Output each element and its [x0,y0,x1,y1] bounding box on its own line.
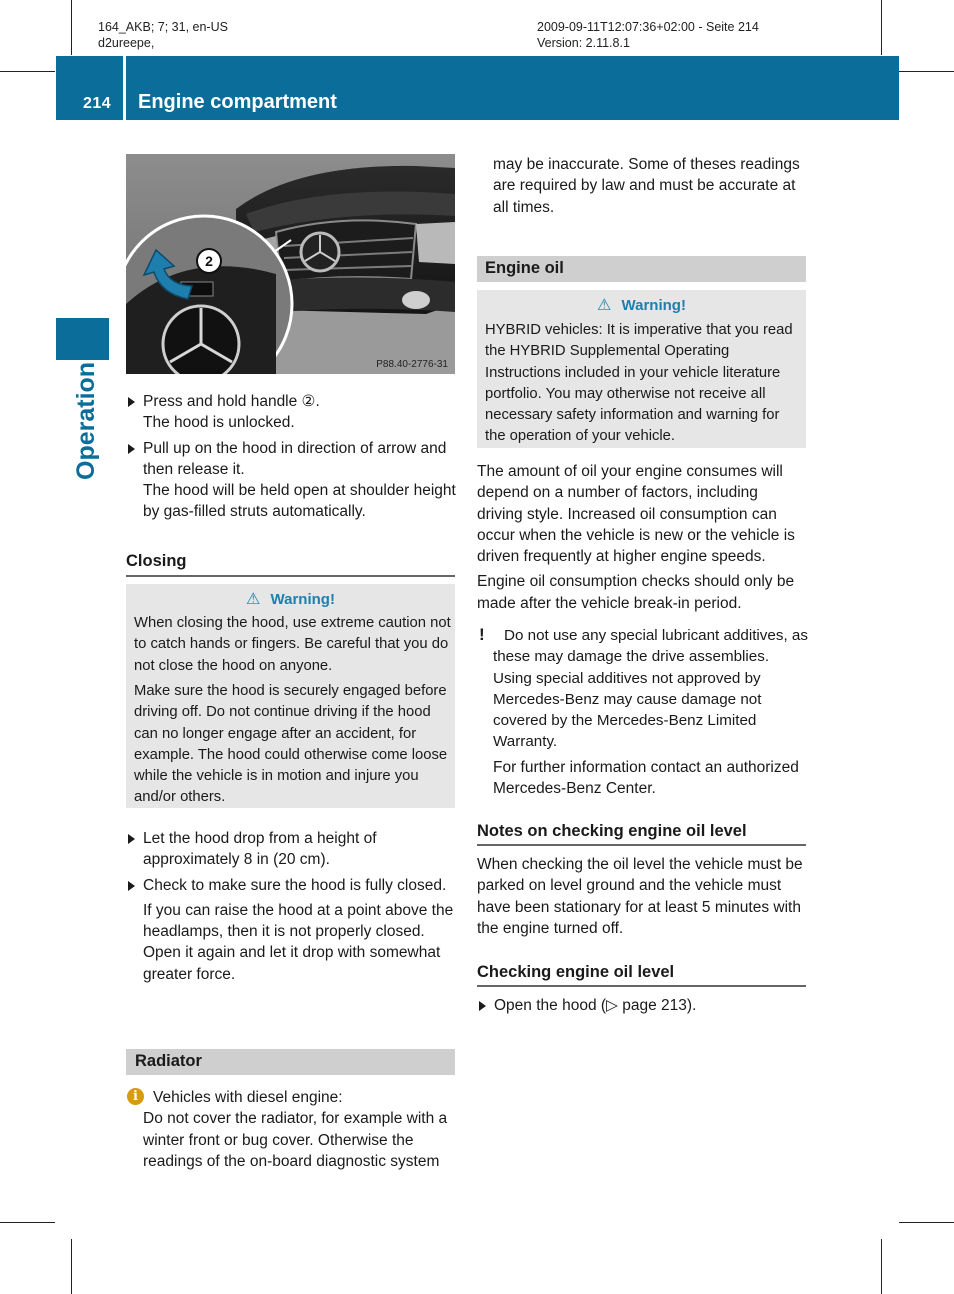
warning-text: When closing the hood, use extreme caution not to catch hands or fingers. Be careful that you do not close the hood on anyone. [134,615,451,674]
step-arrow-icon [128,834,135,844]
radiator-heading [126,1049,455,1075]
step-text: Pull up on the hood in direction of arrow and then release it. [143,439,447,478]
step-note: The hood will be held open at shoulder height by gas-filled struts automatically. [143,482,456,521]
side-tab-label: Operation [72,361,100,480]
step-note: If you can raise the hood at a point above the headlamps, then it is not properly closed. Open it again and let it drop with somewhat greater force. [143,901,454,983]
caution-exclamation-icon: ! [479,625,485,644]
crop-mark [0,71,55,72]
warning-text: HYBRID vehicles: It is imperative that you read the HYBRID Supplemental Operating Instructions included in your vehicle literature portfolio. You may otherwise not receive all necessary safety information and warning for the operation of your vehicle. [485,322,793,445]
crop-mark [71,1239,72,1294]
hybrid-warning-box [477,290,806,448]
notes-text [477,854,807,939]
step-item [126,391,456,434]
left-steps-2 [126,828,456,985]
caution-text: Do not use any special lubricant additives, as these may damage the drive assemblies. Using special additives not approved by Mercedes-Benz may cause damage not covered by the Mercedes-Benz Limited Warranty. [493,627,808,751]
info-title: Vehicles with diesel engine: [153,1089,343,1106]
radiator-heading-text: Radiator [135,1052,202,1070]
checking-steps [477,995,807,1016]
print-meta-left [98,19,228,51]
crop-mark [71,0,72,55]
vehicle-illustration [126,154,455,374]
meta-line: Version: 2.11.8.1 [537,36,630,50]
step-note: The hood is unlocked. [143,414,295,432]
warning-header [477,295,806,317]
left-steps-1 [126,391,456,523]
step-arrow-icon [128,444,135,454]
closing-heading: Closing [126,552,187,570]
checking-heading: Checking engine oil level [477,963,675,981]
warning-triangle-icon: ⚠ [597,297,612,314]
crop-mark [899,1222,954,1223]
side-tab [56,318,109,360]
continued-text: may be inaccurate. Some of theses readings are required by law and must be accurate at all times. [493,156,800,216]
heading-rule [126,575,455,577]
engine-oil-heading [477,256,806,282]
step-text: Check to make sure the hood is fully closed. [143,876,447,894]
crop-mark [899,71,954,72]
radiator-info [143,1087,458,1172]
body-paragraph: The amount of oil your engine consumes will depend on a number of factors, including driving style. Increased oil consumption can occur when the vehicle is new or the vehicle is driven frequently at higher engine speeds. [477,463,795,566]
caution-note [477,625,809,799]
crop-mark [0,1222,55,1223]
step-arrow-icon [479,1001,486,1011]
warning-text: Make sure the hood is securely engaged before driving off. Do not continue driving if the hood can no longer engage after an accident, for example. The hood could otherwise come loose while the vehicle is in motion and injure you and/or others. [134,683,448,806]
step-item [126,828,456,871]
meta-line: 2009-09-11T12:07:36+02:00 - Seite 214 [537,20,759,34]
step-text: Press and hold handle ②. [143,393,320,410]
step-text: Let the hood drop from a height of approximately 8 in (20 cm). [143,830,377,869]
caution-followup: For further information contact an authorized Mercedes-Benz Center. [493,758,799,798]
hood-release-figure [126,154,455,374]
engine-oil-heading-text: Engine oil [485,259,564,277]
info-icon: i [127,1088,144,1105]
meta-line: d2ureepe, [98,36,155,50]
step-item [477,995,807,1016]
crop-mark [881,0,882,55]
notes-heading: Notes on checking engine oil level [477,822,747,840]
body-paragraph: When checking the oil level the vehicle must be parked on level ground and the vehicle must have been stationary for at least 5 minutes with the engine turned off. [477,856,803,937]
figure-code: P88.40-2776-31 [376,359,448,370]
warning-header [126,589,455,611]
step-arrow-icon [128,881,135,891]
heading-rule [477,985,806,987]
meta-line: 164_AKB; 7; 31, en-US [98,20,228,34]
header-separator [123,56,126,120]
heading-rule [477,844,806,846]
right-continued-text [493,154,805,218]
warning-triangle-icon: ⚠ [246,591,261,608]
figure-callout: 2 [205,253,213,269]
info-text: Do not cover the radiator, for example with a winter front or bug cover. Otherwise the readings of the on-board diagnostic system [143,1110,448,1170]
oil-consumption-text [477,461,807,614]
step-text: Open the hood (▷ page 213). [494,997,697,1014]
warning-title: Warning! [621,297,686,314]
warning-title: Warning! [270,591,335,608]
print-meta-right [537,19,759,51]
chapter-title: Engine compartment [138,91,337,113]
step-item [126,875,456,985]
step-item [126,438,456,523]
step-arrow-icon [128,397,135,407]
crop-mark [881,1239,882,1294]
body-paragraph: Engine oil consumption checks should only be made after the vehicle break-in period. [477,573,795,612]
closing-warning-box [126,584,455,808]
page-number: 214 [83,95,112,112]
